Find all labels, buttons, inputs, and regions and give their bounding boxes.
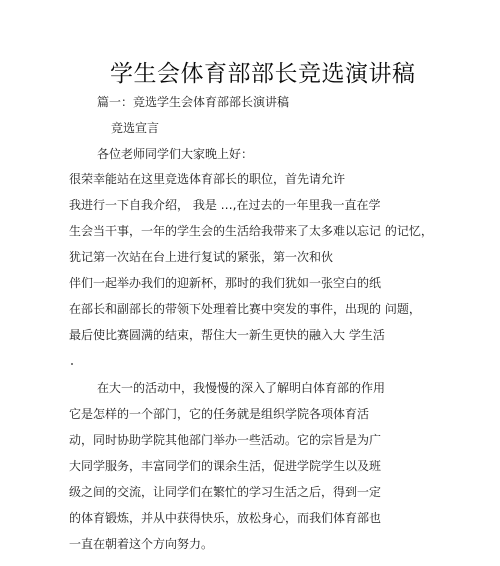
paragraph-line: 伴们一起举办我们的迎新杯，那时的我们犹如一张空白的纸: [69, 276, 382, 290]
paragraph-line: 大同学服务，丰富同学们的课余生活，促进学院学生以及班: [69, 459, 382, 473]
paragraph-line: 动，同时协助学院其他部门举办一些活动。它的宗旨是为广: [69, 433, 382, 447]
paragraph-line: 我进行一下自我介绍， 我是 …,在过去的一年里我一直在学: [69, 198, 381, 212]
stray-mark: [71, 363, 73, 365]
paragraph-line: 级之间的交流，让同学们在繁忙的学习生活之后，得到一定: [69, 485, 382, 499]
paragraph-line: 最后使比赛圆满的结束，帮住大一新生更快的融入大 学生活: [69, 328, 385, 342]
greeting-line: 各位老师同学们大家晚上好：: [97, 147, 254, 161]
document-title: 学生会体育部部长竞选演讲稿: [110, 61, 416, 87]
paragraph-line: 犹记第一次站在台上进行复试的紧张，第一次和伙: [69, 250, 334, 264]
paragraph-line: 的体育锻炼，并从中获得快乐，放松身心，而我们体育部也: [69, 511, 382, 525]
paragraph-line: 在大一的活动中，我慢慢的深入了解明白体育部的作用: [97, 381, 386, 395]
paragraph-line: 生会当干事，一年的学生会的生活给我带来了太多难以忘记 的记忆，: [69, 224, 433, 238]
subheading: 竞选宣言: [111, 121, 160, 135]
paragraph-line: 在部长和副部长的带领下处理着比赛中突发的事件，出现的 问题，: [69, 302, 421, 316]
paragraph-line: 很荣幸能站在这里竞选体育部长的职位，首先请允许: [69, 172, 346, 186]
paragraph-line: 一直在朝着这个方向努力。: [69, 537, 214, 551]
paragraph-line: 它是怎样的一个部门，它的任务就是组织学院各项体育活: [69, 407, 370, 421]
section-heading: 篇一：竞选学生会体育部部长演讲稿: [97, 95, 290, 109]
